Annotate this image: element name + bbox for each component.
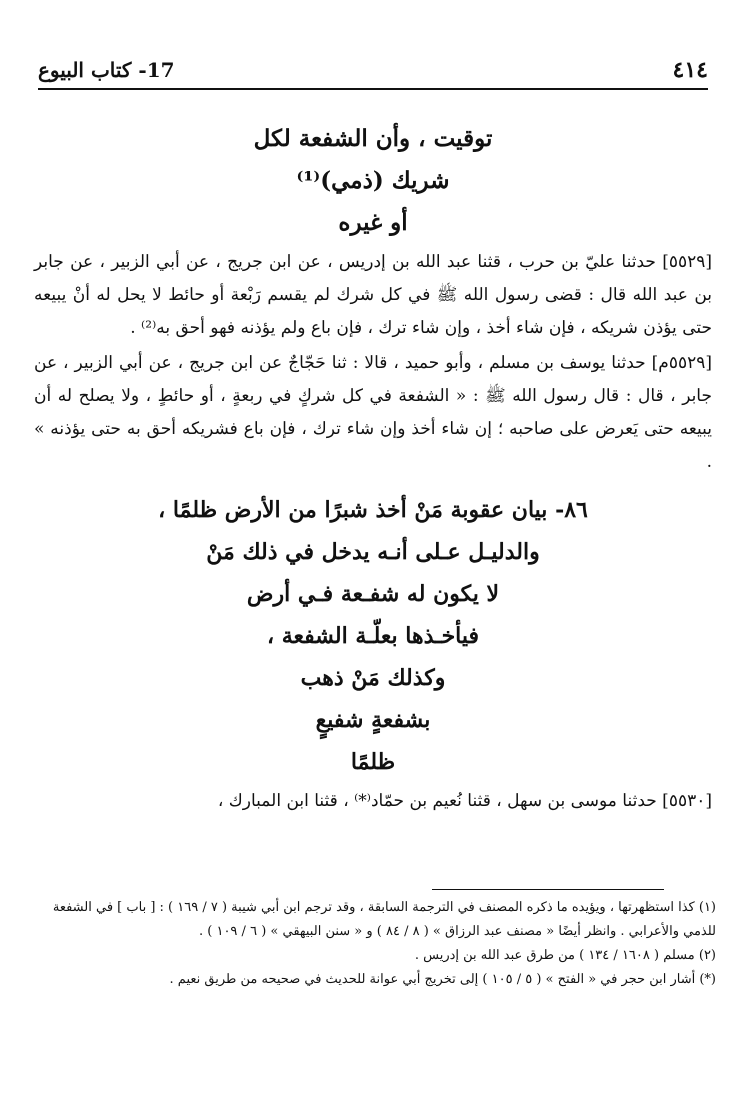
footnote-divider [432, 889, 664, 890]
running-title: 17- كتاب البيوع [38, 58, 175, 82]
page-header [38, 52, 708, 90]
footnotes [30, 896, 716, 992]
chapter-heading-line: شريك (ذمي)⁽¹⁾ [296, 167, 450, 194]
chapter-heading-line: بشفعةٍ شفيعٍ [315, 707, 431, 733]
chapter-heading-line: توقيت ، وأن الشفعة لكل [253, 125, 493, 152]
chapter-heading [34, 489, 712, 783]
hadith-paragraph: [٥٥٢٩] حدثنا عليّ بن حرب ، قثنا عبد الله بن إدريس ، عن ابن جريج ، عن أبي الزبير ، عن جابر بن عبد الله قال : قضى رسول الله ﷺ في كل شرك لم يقسم رَبْعة أو حائط لا يحل له أنْ يبيعه حتى يؤذن شريكه ، فإن شاء أخذ ، وإن شاء ترك ، فإن باع ولم يؤذنه فهو أحق به⁽²⁾ . [34, 252, 712, 338]
footnote: (٢) مسلم ( ١٦٠٨ / ١٣٤ ) من طرق عبد الله بن إدريس . [414, 948, 716, 963]
chapter-heading-line: أو غيره [338, 209, 408, 236]
chapter-heading-line: ظلمًا [350, 749, 396, 775]
chapter-heading-line: ٨٦- بيان عقوبة مَنْ أخذ شبرًا من الأرض ظلمًا ، [158, 497, 588, 523]
chapter-heading-line: فيأخـذها بعلّـة الشفعة ، [266, 623, 480, 649]
chapter-heading-line: وكذلك مَنْ ذهب [300, 665, 446, 691]
chapter-heading-line: والدليـل عـلى أنـه يدخل في ذلك مَنْ [206, 539, 540, 565]
hadith-paragraph: [٥٥٣٠] حدثنا موسى بن سهل ، قثنا نُعيم بن حمّاد⁽*⁾ ، قثنا ابن المبارك ، [217, 791, 712, 811]
page-number: ٤١٤ [672, 57, 708, 83]
footnote: (١) كذا استظهرتها ، ويؤيده ما ذكره المصنف في الترجمة السابقة ، وقد ترجم ابن أبي شيبة ( ٧ / ١٦٩ ) : [ باب ] في الشفعة للذمي والأعرابي . وانظر أيضًا « مصنف عبد الرزاق » ( ٨ / ٨٤ ) و « سنن البيهقي » ( ٦ / ١٠٩ ) . [52, 900, 716, 939]
footnote: (*) أشار ابن حجر في « الفتح » ( ٥ / ١٠٥ ) إلى تخريج أبي عوانة للحديث في صحيحه من طريق نعيم . [169, 972, 716, 987]
hadith-paragraph: [٥٥٢٩م] حدثنا يوسف بن مسلم ، وأبو حميد ، قالا : ثنا حَجّاجٌ عن ابن جريج ، عن أبي الزبير ، عن جابر ، قال : قال رسول الله ﷺ : « الشفعة في كل شركٍ في ربعةٍ ، أو حائطٍ ، ولا يصلح له أن يبيعه حتى يَعرض على صاحبه ؛ إن شاء أخذ وإن شاء ترك ، فإن باع فشريكه أحق به حتى يؤذنه » . [34, 353, 712, 472]
page-body [34, 118, 712, 820]
chapter-heading-line: لا يكون له شفـعة فـي أرض [246, 581, 500, 607]
